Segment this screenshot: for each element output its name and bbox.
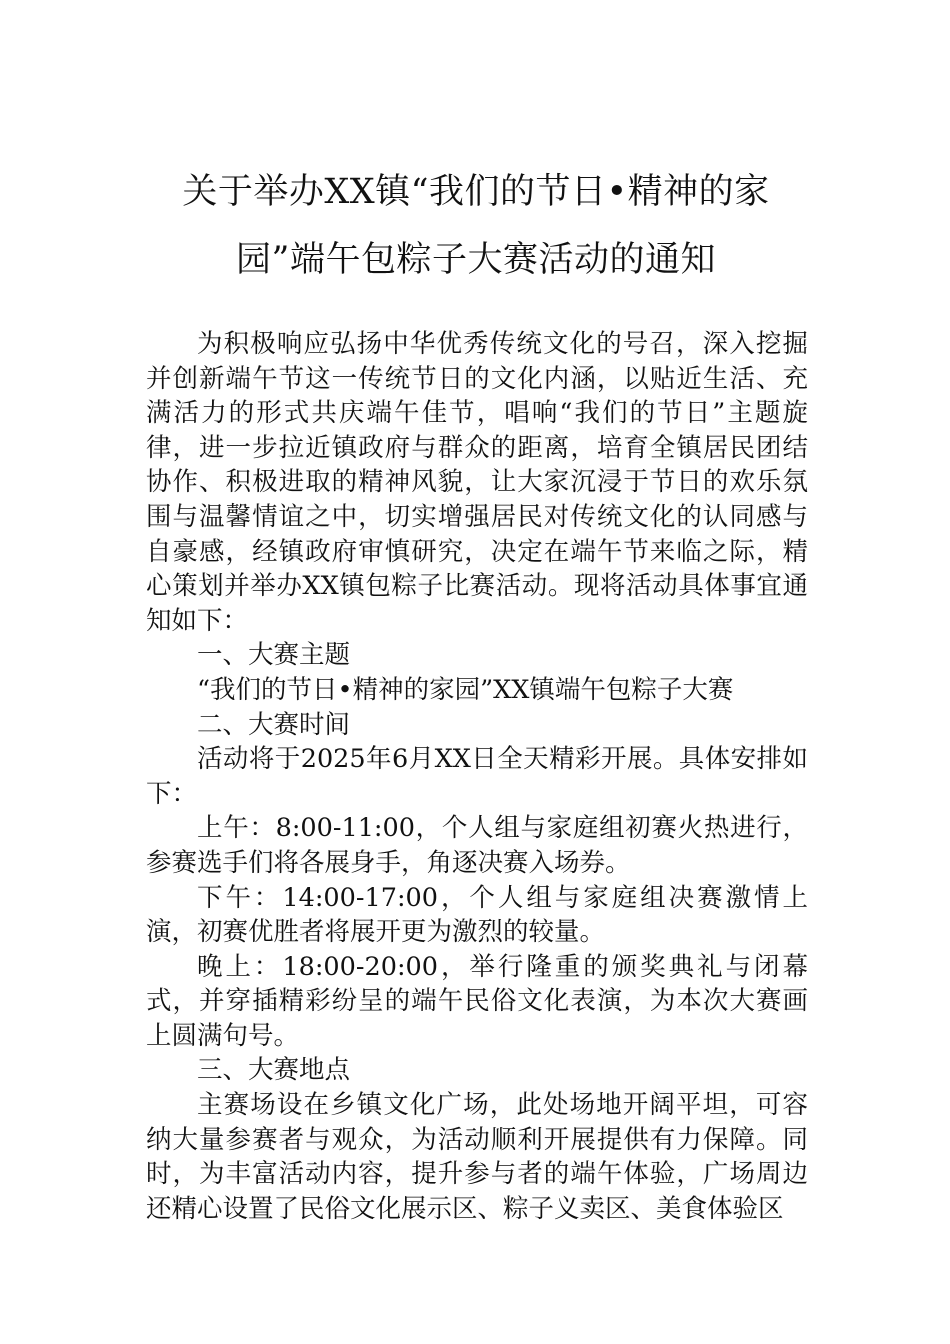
theme-paragraph: “我们的节日•精神的家园”XX镇端午包粽子大赛	[197, 674, 734, 705]
afternoon-schedule-paragraph: 下午：14:00-17:00，个人组与家庭组决赛激情上演，初赛优胜者将展开更为激烈的较量。	[146, 882, 808, 948]
document-body	[146, 327, 808, 1226]
evening-schedule-paragraph: 晚上：18:00-20:00，举行隆重的颁奖典礼与闭幕式，并穿插精彩纷呈的端午民俗文化表演，为本次大赛画上圆满句号。	[146, 951, 808, 1051]
time-paragraph: 活动将于2025年6月XX日全天精彩开展。具体安排如下：	[146, 744, 808, 809]
section-heading-location: 三、大赛地点	[197, 1055, 351, 1086]
section-heading-theme: 一、大赛主题	[197, 640, 351, 671]
document-title: 关于举办XX镇“我们的节日•精神的家园”端午包粽子大赛活动的通知	[182, 172, 770, 280]
location-paragraph: 主赛场设在乡镇文化广场，此处场地开阔平坦，可容纳大量参赛者与观众，为活动顺利开展提供有力保障。同时，为丰富活动内容，提升参与者的端午体验，广场周边还精心设置了民俗文化展示区、粽子义卖区、美食体验区	[146, 1090, 808, 1224]
intro-paragraph: 为积极响应弘扬中华优秀传统文化的号召，深入挖掘并创新端午节这一传统节日的文化内涵，以贴近生活、充满活力的形式共庆端午佳节，唱响“我们的节日”主题旋律，进一步拉近镇政府与群众的距离，培育全镇居民团结协作、积极进取的精神风貌，让大家沉浸于节日的欢乐氛围与温馨情谊之中，切实增强居民对传统文化的认同感与自豪感，经镇政府审慎研究，决定在端午节来临之际，精心策划并举办XX镇包粽子比赛活动。现将活动具体事宜通知如下：	[146, 329, 808, 636]
section-heading-time: 二、大赛时间	[197, 709, 351, 740]
morning-schedule-paragraph: 上午：8:00-11:00，个人组与家庭组初赛火热进行，参赛选手们将各展身手，角逐决赛入场券。	[146, 813, 808, 878]
